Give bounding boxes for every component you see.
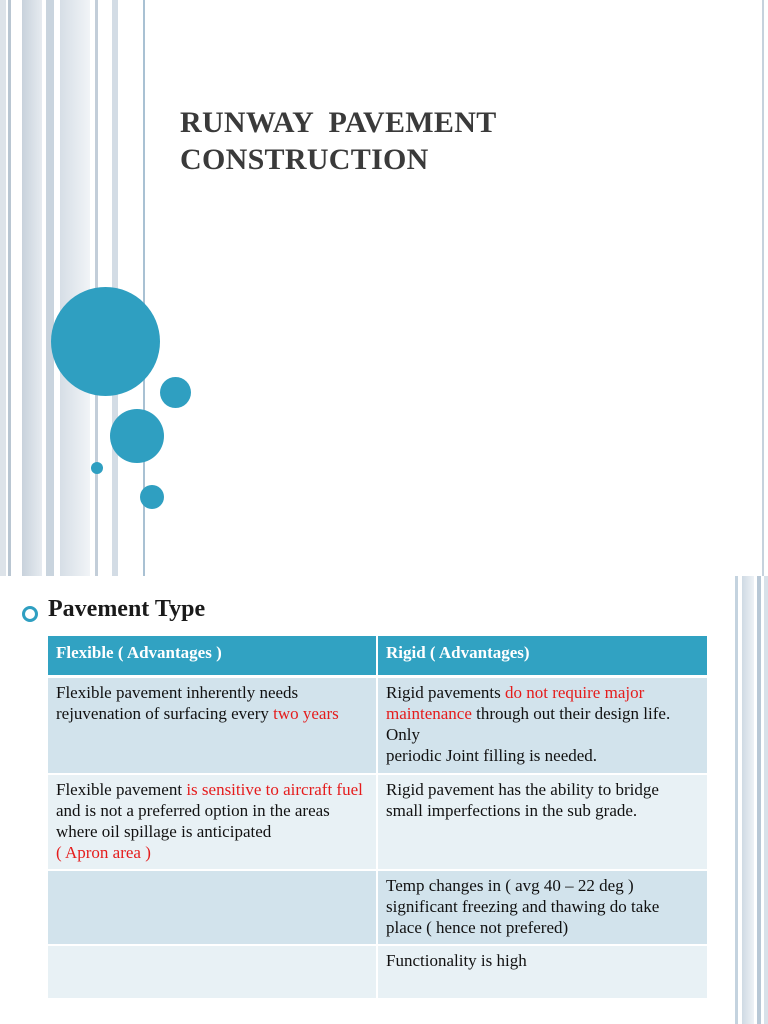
decor-stripe xyxy=(0,0,6,576)
table-row xyxy=(48,676,708,774)
cell-text: through out their design life. Only xyxy=(386,703,671,744)
decor-circle-small xyxy=(160,377,191,408)
table-row xyxy=(48,945,708,999)
slide-title-line2: CONSTRUCTION xyxy=(180,143,429,176)
slide-title-line1: RUNWAY PAVEMENT xyxy=(180,106,497,139)
bullet-ring-icon xyxy=(22,606,38,622)
decor-stripe xyxy=(762,0,764,576)
cell-text: Flexible pavement xyxy=(56,780,187,799)
slide-title xyxy=(180,104,740,178)
table-cell-flexible-empty xyxy=(48,870,377,945)
content-slide xyxy=(0,576,768,1024)
decor-stripe xyxy=(757,576,761,1024)
decor-stripe xyxy=(764,576,768,1024)
table-row xyxy=(48,774,708,870)
table-cell-rigid xyxy=(377,870,708,945)
cell-text: Temp changes in ( avg 40 – 22 deg ) significant freezing and thawing do take place ( hence not prefered) xyxy=(386,876,660,937)
cell-text-highlight: do not require major maintenance xyxy=(386,682,645,723)
decor-stripe xyxy=(22,0,42,576)
cell-text: Functionality is high xyxy=(386,951,527,970)
section-heading: Pavement Type xyxy=(48,596,206,622)
table-header-row xyxy=(48,636,708,676)
table-cell-flexible-empty xyxy=(48,945,377,999)
table-cell-flexible xyxy=(48,774,377,870)
decor-stripe xyxy=(8,0,11,576)
cell-text: periodic Joint filling is needed. xyxy=(386,745,598,765)
decor-stripe xyxy=(742,576,754,1024)
decor-circle-tiny xyxy=(91,462,103,474)
cell-text-highlight: is sensitive to aircraft fuel xyxy=(186,780,363,799)
decor-circle-medium xyxy=(110,409,164,463)
decor-circle-small xyxy=(140,485,164,509)
decor-stripe xyxy=(735,576,738,1024)
table-cell-rigid xyxy=(377,676,708,774)
decor-circle-large xyxy=(51,287,160,396)
decor-stripe xyxy=(46,0,54,576)
column-header-rigid: Rigid ( Advantages) xyxy=(377,636,708,676)
cell-text: Rigid pavement has the ability to bridge small imperfections in the sub grade. xyxy=(386,780,659,820)
cell-text-highlight: two years xyxy=(273,703,339,723)
cell-text: Flexible pavement inherently needs rejuvenation of surfacing every xyxy=(56,682,299,723)
column-header-flexible: Flexible ( Advantages ) xyxy=(48,636,377,676)
table-cell-rigid xyxy=(377,945,708,999)
pavement-comparison-table xyxy=(48,636,709,1000)
table-row xyxy=(48,870,708,945)
decor-stripe xyxy=(60,0,90,576)
table-cell-rigid xyxy=(377,774,708,870)
cell-text: and is not a preferred option in the areas where oil spillage is anticipated xyxy=(56,801,330,841)
cell-text-highlight: ( Apron area ) xyxy=(56,843,151,862)
cell-text: Rigid pavements xyxy=(386,682,505,702)
table-cell-flexible xyxy=(48,676,377,774)
